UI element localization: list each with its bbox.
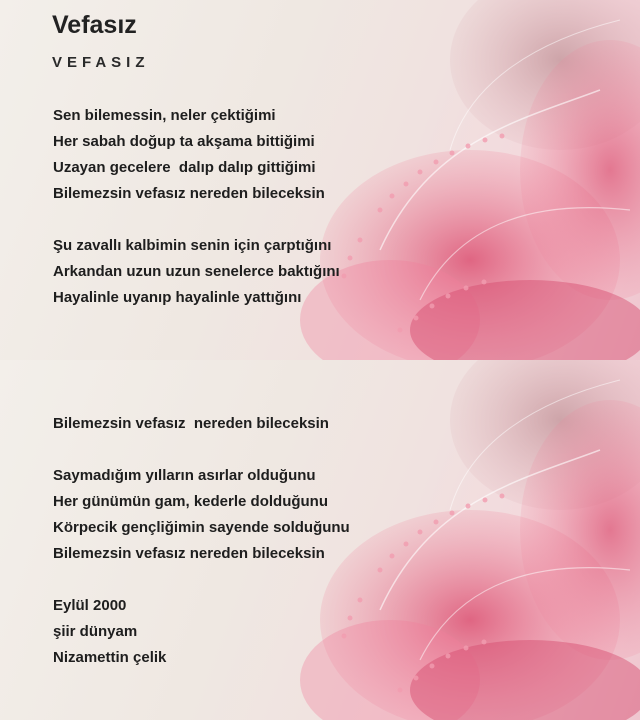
poem-line: Şu zavallı kalbimin senin için çarptığını xyxy=(53,237,332,254)
poem-line: Her günümün gam, kederle dolduğunu xyxy=(53,493,329,510)
poem-subtitle: VEFASIZ xyxy=(52,54,150,71)
poem-line: Uzayan gecelere dalıp dalıp gittiğimi xyxy=(53,159,316,176)
poem-line: Bilemezsin vefasız nereden bileceksin xyxy=(53,185,325,202)
poem-line: Hayalinle uyanıp hayalinle yattığını xyxy=(53,289,302,306)
poem-line: Bilemezsin vefasız nereden bileceksin xyxy=(53,545,325,562)
poem-line: Körpecik gençliğimin sayende solduğunu xyxy=(53,519,350,536)
poem-line: Her sabah doğup ta akşama bittiğimi xyxy=(53,133,315,150)
poem-source: şiir dünyam xyxy=(53,623,138,640)
poem-line: Saymadığım yılların asırlar olduğunu xyxy=(53,467,316,484)
poem-line: Arkandan uzun uzun senelerce baktığını xyxy=(53,263,340,280)
poem-date: Eylül 2000 xyxy=(53,597,127,614)
poem-line: Sen bilemessin, neler çektiğimi xyxy=(53,107,276,124)
poem-line: Bilemezsin vefasız nereden bileceksin xyxy=(53,415,329,432)
poem-title: Vefasız xyxy=(52,11,137,39)
poem-author: Nizamettin çelik xyxy=(53,649,167,666)
